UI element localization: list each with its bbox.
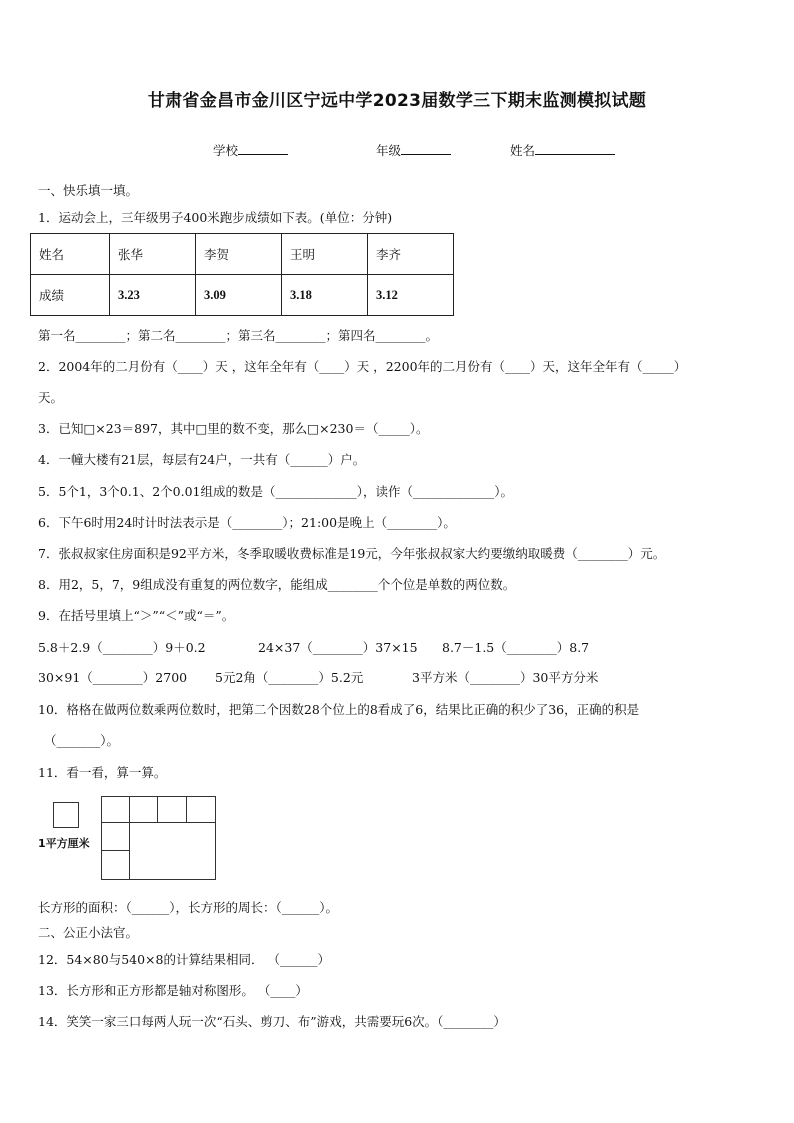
- compare-item[interactable]: 3平方米（________）30平方分米: [412, 670, 599, 685]
- question-5[interactable]: 5．5个1，3个0.1、2个0.01组成的数是（_____________），读作（_____________）。: [38, 484, 513, 499]
- table-row: [31, 234, 454, 275]
- table-cell: 成绩: [31, 275, 110, 316]
- table-cell: 李贺: [196, 234, 282, 275]
- score-table: [30, 233, 454, 316]
- question-11-answer[interactable]: 长方形的面积：（______），长方形的周长：（______）。: [38, 900, 339, 915]
- table-cell: 姓名: [31, 234, 110, 275]
- table-cell: 3.18: [282, 275, 368, 316]
- question-11: 11．看一看，算一算。: [38, 765, 167, 780]
- table-cell: 3.23: [110, 275, 196, 316]
- compare-item[interactable]: 8.7－1.5（________）8.7: [442, 640, 590, 655]
- grid-cell: [157, 796, 187, 823]
- name-blank[interactable]: [535, 141, 615, 155]
- table-cell: 李齐: [368, 234, 454, 275]
- question-3[interactable]: 3．已知□×23＝897，其中□里的数不变，那么□×230＝（_____）。: [38, 421, 429, 436]
- table-cell: 3.09: [196, 275, 282, 316]
- question-10-answer[interactable]: （_______）。: [44, 733, 120, 748]
- question-8[interactable]: 8．用2，5，7，9组成没有重复的两位数字，能组成________个个位是单数的两位数。: [38, 577, 516, 592]
- section-2-heading: 二、公正小法官。: [38, 925, 139, 940]
- grade-label: 年级: [376, 143, 402, 158]
- table-cell: 王明: [282, 234, 368, 275]
- name-label: 姓名: [510, 143, 536, 158]
- question-13[interactable]: 13．长方形和正方形都是轴对称图形。 （____）: [38, 983, 308, 998]
- question-1: 1．运动会上，三年级男子400米跑步成绩如下表。(单位：分钟): [38, 210, 393, 225]
- question-1-answer[interactable]: 第一名________；第二名________；第三名________；第四名________。: [38, 328, 439, 343]
- question-7[interactable]: 7．张叔叔家住房面积是92平方米，冬季取暖收费标准是19元，今年张叔叔家大约要缴纳取暖费（________）元。: [38, 546, 666, 561]
- table-row: [31, 275, 454, 316]
- question-14[interactable]: 14．笑笑一家三口每两人玩一次“石头、剪刀、布”游戏，共需要玩6次。（________）: [38, 1014, 506, 1029]
- question-9: 9．在括号里填上“＞”“＜”或“＝”。: [38, 608, 235, 623]
- question-4[interactable]: 4．一幢大楼有21层，每层有24户，一共有（______）户。: [38, 452, 366, 467]
- exam-title: 甘肃省金昌市金川区宁远中学2023届数学三下期末监测模拟试题: [147, 91, 647, 111]
- grid-cell: [101, 850, 130, 880]
- question-2[interactable]: 2．2004年的二月份有（____）天 ，这年全年有（____）天 ，2200年的二月份有（____）天，这年全年有（_____）: [38, 359, 687, 374]
- grid-cell: [101, 822, 130, 851]
- grid-cell: [101, 796, 130, 823]
- compare-item[interactable]: 30×91（________）2700: [38, 670, 188, 685]
- school-blank[interactable]: [238, 141, 288, 155]
- school-field: [213, 141, 288, 159]
- compare-item[interactable]: 5元2角（________）5.2元: [215, 670, 364, 685]
- school-label: 学校: [213, 143, 239, 158]
- unit-square-label: 1平方厘米: [38, 837, 90, 850]
- section-1-heading: 一、快乐填一填。: [38, 183, 139, 198]
- rectangle-grid-figure: [101, 796, 216, 880]
- grade-field: [376, 141, 451, 159]
- compare-item[interactable]: 24×37（________）37×15: [258, 640, 418, 655]
- unit-square: [53, 802, 79, 828]
- table-cell: 3.12: [368, 275, 454, 316]
- table-cell: 张华: [110, 234, 196, 275]
- name-field: [510, 141, 615, 159]
- grade-blank[interactable]: [401, 141, 451, 155]
- grid-cell: [129, 796, 158, 823]
- question-10: 10．格格在做两位数乘两位数时，把第二个因数28个位上的8看成了6，结果比正确的积少了36，正确的积是: [38, 702, 640, 717]
- compare-item[interactable]: 5.8＋2.9（________）9＋0.2: [38, 640, 206, 655]
- question-12[interactable]: 12．54×80与540×8的计算结果相同． （______）: [38, 952, 330, 967]
- question-2-cont: 天。: [38, 390, 64, 405]
- question-6[interactable]: 6．下午6时用24时计时法表示是（________）；21:00是晚上（________）。: [38, 515, 456, 530]
- grid-cell: [186, 796, 216, 823]
